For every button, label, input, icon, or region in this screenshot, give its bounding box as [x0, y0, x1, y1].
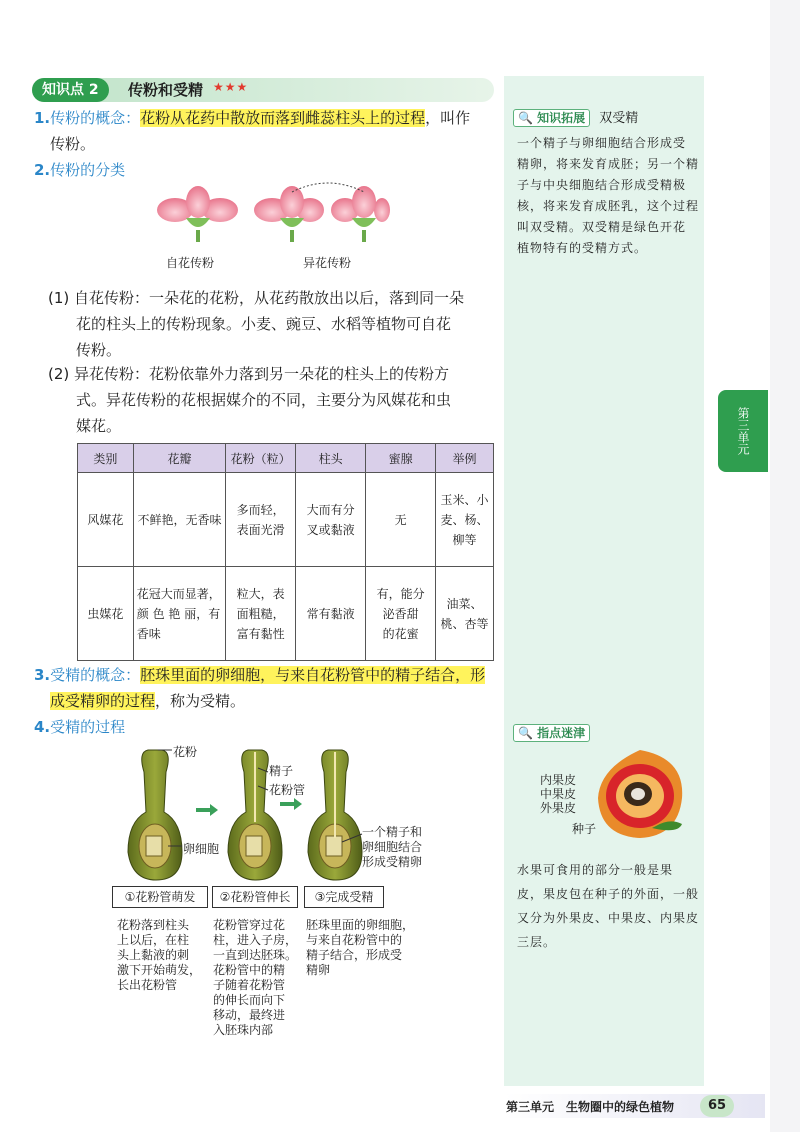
label-sperm: 精子 — [269, 764, 294, 778]
table-header-cell: 举例 — [436, 444, 494, 473]
step3-description: 胚珠里面的卵细胞， 与来自花粉管中的 精子结合，形成受 精卵 — [306, 918, 415, 977]
difficulty-stars: ★★★ — [213, 80, 249, 94]
item-fertilization-process — [34, 714, 125, 740]
body-text: ，称为受精。 — [155, 692, 246, 710]
extension-tag: 🔍 知识拓展 — [513, 109, 590, 127]
flower-cross-right-icon — [331, 186, 390, 242]
table-cell: 虫媒花 — [78, 567, 134, 661]
text-line: 花的柱头上的传粉现象。小麦、豌豆、水稻等植物可自花 — [76, 315, 452, 333]
step-tube-elongation: ②花粉管伸长 — [212, 886, 298, 908]
table-cell: 油菜、 桃、杏等 — [436, 567, 494, 661]
item-heading: 传粉的分类 — [50, 161, 126, 179]
section-title: 传粉和受精 — [128, 81, 204, 99]
table-header-cell: 类别 — [78, 444, 134, 473]
step1-description: 花粉落到柱头 上以后，在柱 头上黏液的刺 激下开始萌发， 长出花粉管 — [117, 918, 202, 992]
label-seed: 种子 — [572, 822, 597, 836]
extension-text: 一个精子与卵细胞结合形成受 精卵，将来发育成胚；另一个精 子与中央细胞结合形成受精极 核，将来发育成胚乳，这个过程 叫双受精。双受精是绿色开花 植物特有的受精方式。 — [517, 136, 700, 255]
table-cell: 玉米、小 麦、杨、 柳等 — [436, 473, 494, 567]
item-number: 2. — [34, 161, 51, 179]
text-line: (2) 异花传粉：花粉依靠外力落到另一朵花的柱头上的传粉方 — [48, 365, 450, 383]
table-cell: 粒大，表 面粗糙， 富有黏性 — [226, 567, 296, 661]
arrow-right-icon — [196, 804, 218, 816]
table-header-cell: 花粉（粒） — [226, 444, 296, 473]
table-cell: 无 — [366, 473, 436, 567]
label-mesocarp: 中果皮 — [540, 787, 577, 801]
table-cell: 常有黏液 — [296, 567, 366, 661]
page-number: 65 — [700, 1095, 734, 1117]
sidebar-extension-heading — [513, 107, 638, 126]
table-cell: 花冠大而显著， 颜 色 艳 丽，有 香味 — [133, 567, 225, 661]
footer-unit-title: 第三单元 生物圈中的绿色植物 — [506, 1100, 675, 1114]
item-heading: 受精的过程 — [50, 718, 126, 736]
arrow-right-icon — [280, 798, 302, 810]
pistil-stage3-icon — [308, 750, 362, 880]
highlight-text: 成受精卵的过程 — [50, 692, 156, 710]
label-pollen: 花粉 — [173, 745, 198, 759]
pistil-stage1-icon — [128, 750, 182, 880]
highlight-text: 花粉从花药中散放而落到雌蕊柱头上的过程 — [140, 109, 426, 127]
item-number: 1. — [34, 109, 51, 127]
flower-self-icon — [157, 186, 238, 242]
table-cell: 不鲜艳，无香味 — [133, 473, 225, 567]
pollination-illustration — [150, 180, 390, 242]
label-egg-cell: 卵细胞 — [183, 842, 220, 856]
flower-cross-left-icon — [254, 186, 324, 242]
knowledge-point-tag: 知识点 2 — [32, 78, 109, 102]
tip-tag: 🔍 指点迷津 — [513, 724, 590, 742]
table-header-row — [78, 444, 494, 473]
page-edge — [770, 0, 800, 1132]
pollen-transfer-arrow — [292, 183, 364, 192]
item-heading: 传粉的概念： — [50, 109, 141, 127]
step-fertilization-complete: ③完成受精 — [304, 886, 384, 908]
table-header-cell: 蜜腺 — [366, 444, 436, 473]
text-line: 媒花。 — [76, 417, 122, 435]
extension-title: 双受精 — [599, 111, 639, 126]
table-row — [78, 567, 494, 661]
unit-side-tab: 第三单元 — [718, 390, 768, 472]
sidebar-tip-heading — [513, 722, 590, 741]
table-cell: 多而轻， 表面光滑 — [226, 473, 296, 567]
body-text: ，叫作 — [425, 109, 471, 127]
flower-type-table — [77, 443, 494, 661]
item-heading: 受精的概念： — [50, 666, 141, 684]
item-pollination-types — [34, 157, 125, 183]
step2-description: 花粉管穿过花 柱，进入子房， 一直到达胚珠。 花粉管中的精 子随着花粉管 的伸长而向下 移动，最终进 入胚珠内部 — [213, 918, 298, 1037]
label-pollen-tube: 花粉管 — [269, 783, 306, 797]
item-number: 3. — [34, 666, 51, 684]
step-tube-germination: ①花粉管萌发 — [112, 886, 208, 908]
label-zygote: 一个精子和 卵细胞结合 形成受精卵 — [362, 825, 423, 869]
table-cell: 有，能分 泌香甜 的花蜜 — [366, 567, 436, 661]
text-line: 式。异花传粉的花根据媒介的不同，主要分为风媒花和虫 — [76, 391, 452, 409]
label-exocarp: 外果皮 — [540, 801, 577, 815]
table-cell: 风媒花 — [78, 473, 134, 567]
text-line: (1) 自花传粉：一朵花的花粉，从花药散放出以后，落到同一朵 — [48, 289, 465, 307]
text-line: 传粉。 — [76, 341, 122, 359]
peach-cross-section-icon — [590, 748, 690, 844]
item-fertilization-concept — [34, 662, 504, 714]
highlight-text: 胚珠里面的卵细胞，与来自花粉管中的精子结合，形 — [140, 666, 486, 684]
table-cell: 大而有分 叉或黏液 — [296, 473, 366, 567]
item-number: 4. — [34, 718, 51, 736]
caption-self-pollination: 自花传粉 — [166, 256, 215, 270]
table-header-cell: 花瓣 — [133, 444, 225, 473]
self-pollination-paragraph — [48, 285, 498, 363]
item-pollination-concept — [34, 105, 504, 157]
caption-cross-pollination: 异花传粉 — [303, 256, 352, 270]
body-text: 传粉。 — [50, 135, 96, 153]
table-header-cell: 柱头 — [296, 444, 366, 473]
cross-pollination-paragraph — [48, 361, 498, 439]
table-row — [78, 473, 494, 567]
label-endocarp: 内果皮 — [540, 773, 577, 787]
tip-text: 水果可食用的部分一般是果 皮，果皮包在种子的外面，一般 又分为外果皮、中果皮、内果皮 三层。 — [517, 863, 700, 949]
